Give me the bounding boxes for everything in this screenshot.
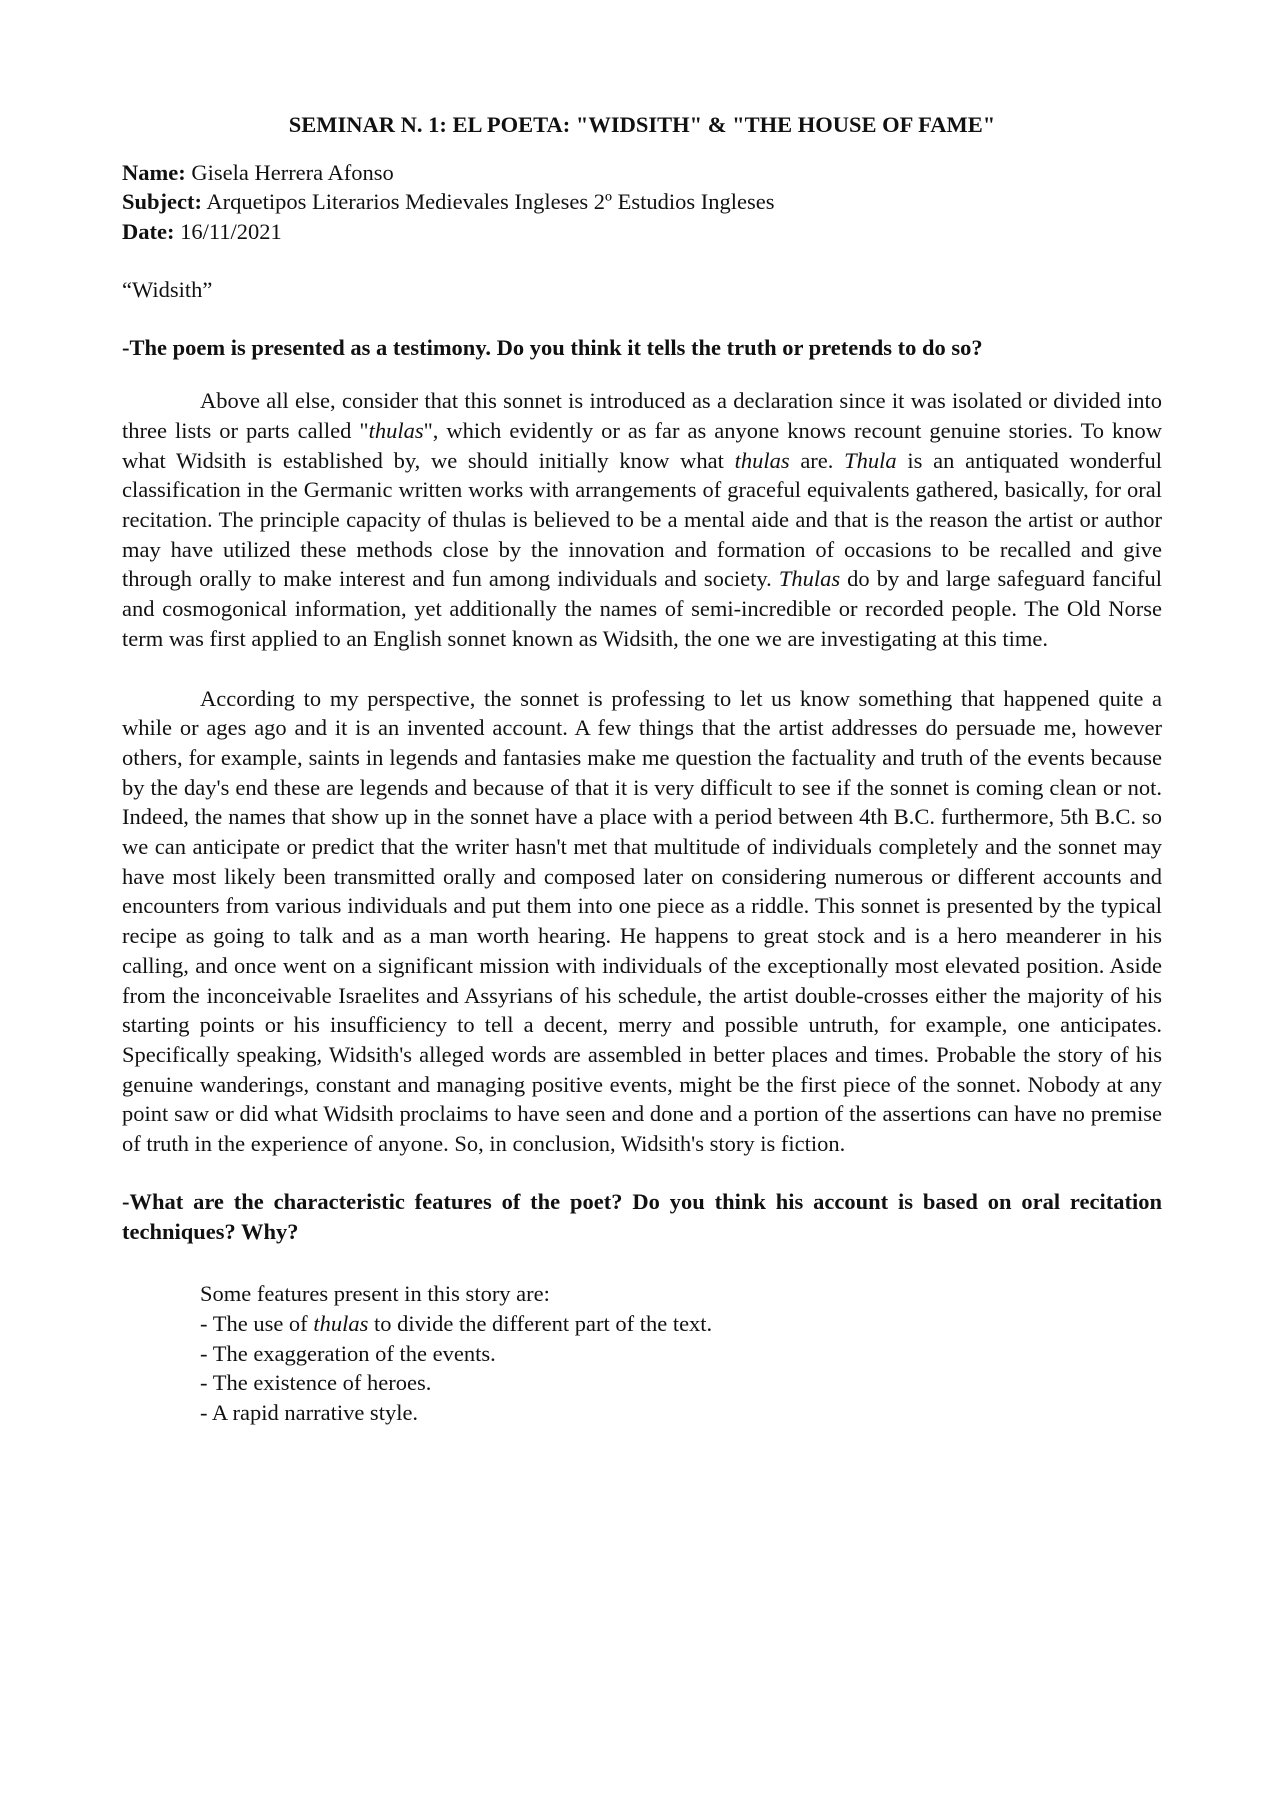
- question-1: -The poem is presented as a testimony. Do you think it tells the truth or pretends to do so?: [122, 334, 983, 360]
- list-item: - The exaggeration of the events.: [200, 1340, 496, 1366]
- text-run: ", which evidently or as far as anyone knows recount genuine stories. To know what Widsith is established by, we should initially know what: [122, 417, 1163, 473]
- list-item: [200, 1309, 1162, 1339]
- text-run: to divide the different part of the text.: [368, 1310, 713, 1336]
- subject-label: Subject:: [122, 189, 202, 215]
- subject-line: [122, 187, 1162, 217]
- list-item: - A rapid narrative style.: [200, 1400, 419, 1426]
- text-run: is an antiquated wonderful classification in the Germanic written works with arrangements of graceful equivalents gathered, basically, for oral recitation. The principle capacity of thulas is believed to be a mental aide and that is the reason the artist or author may have utilized these methods close by the innovation and formation of occasions to be recalled and give through orally to make interest and fun among individuals and society.: [122, 447, 1162, 592]
- features-intro: Some features present in this story are:: [200, 1281, 550, 1307]
- italic-term: Thulas: [778, 566, 841, 592]
- text-run: do by and large safeguard fanciful and cosmogonical information, yet additionally the names of semi-incredible or recorded people. The Old Norse term was first applied to an English sonnet known as Widsith, the one we are investigating at this time.: [122, 566, 1162, 651]
- list-item: - The existence of heroes.: [200, 1370, 432, 1396]
- section-label: “Widsith”: [122, 276, 213, 302]
- italic-term: thulas: [734, 447, 790, 473]
- answer-1-paragraph-1: [122, 386, 1162, 653]
- italic-term: Thula: [844, 447, 897, 473]
- name-label: Name:: [122, 159, 186, 185]
- document-title: SEMINAR N. 1: EL POETA: "WIDSITH" & "THE HOUSE OF FAME": [288, 112, 996, 137]
- subject-value: Arquetipos Literarios Medievales Ingleses 2º Estudios Ingleses: [202, 189, 775, 215]
- italic-term: thulas: [368, 417, 424, 443]
- text-run: are.: [789, 447, 845, 473]
- name-line: [122, 158, 1162, 188]
- question-2: -What are the characteristic features of the poet? Do you think his account is based on oral recitation techniques? Why?: [122, 1188, 1162, 1244]
- name-value: Gisela Herrera Afonso: [185, 159, 394, 185]
- date-value: 16/11/2021: [174, 219, 282, 245]
- date-label: Date:: [122, 219, 175, 245]
- text-run: - The use of: [200, 1310, 314, 1336]
- answer-1-paragraph-2: According to my perspective, the sonnet is professing to let us know something that happened quite a while or ages ago and it is an invented account. A few things that the artist addresses do persuade me, however others, for example, saints in legends and fantasies make me question the factuality and truth of the events because by the day's end these are legends and because of that it is very difficult to see if the sonnet is coming clean or not. Indeed, the names that show up in the sonnet have a place with a period between 4th B.C. furthermore, 5th B.C. so we can anticipate or predict that the writer hasn't met that multitude of individuals completely and the sonnet may have most likely been transmitted orally and composed later on considering numerous or different accounts and encounters from various individuals and put them into one piece as a riddle. This sonnet is presented by the typical recipe as going to talk and as a man worth hearing. He happens to great stock and is a hero meanderer in his calling, and once went on a significant mission with individuals of the exceptionally most elevated position. Aside from the inconceivable Israelites and Assyrians of his schedule, the artist double-crosses either the majority of his starting points or his insufficiency to tell a decent, merry and possible untruth, for example, one anticipates. Specifically speaking, Widsith's alleged words are assembled in better places and times. Probable the story of his genuine wanderings, constant and managing positive events, might be the first piece of the sonnet. Nobody at any point saw or did what Widsith proclaims to have seen and done and a portion of the assertions can have no premise of truth in the experience of anyone. So, in conclusion, Widsith's story is fiction.: [122, 685, 1162, 1157]
- date-line: [122, 217, 1162, 247]
- document-page: [122, 110, 1162, 1428]
- italic-term: thulas: [313, 1310, 369, 1336]
- features-list: [200, 1279, 1162, 1428]
- text-run: Above all else, consider that this sonnet is introduced as a declaration since it was isolated or divided into three lists or parts called ": [122, 388, 1162, 443]
